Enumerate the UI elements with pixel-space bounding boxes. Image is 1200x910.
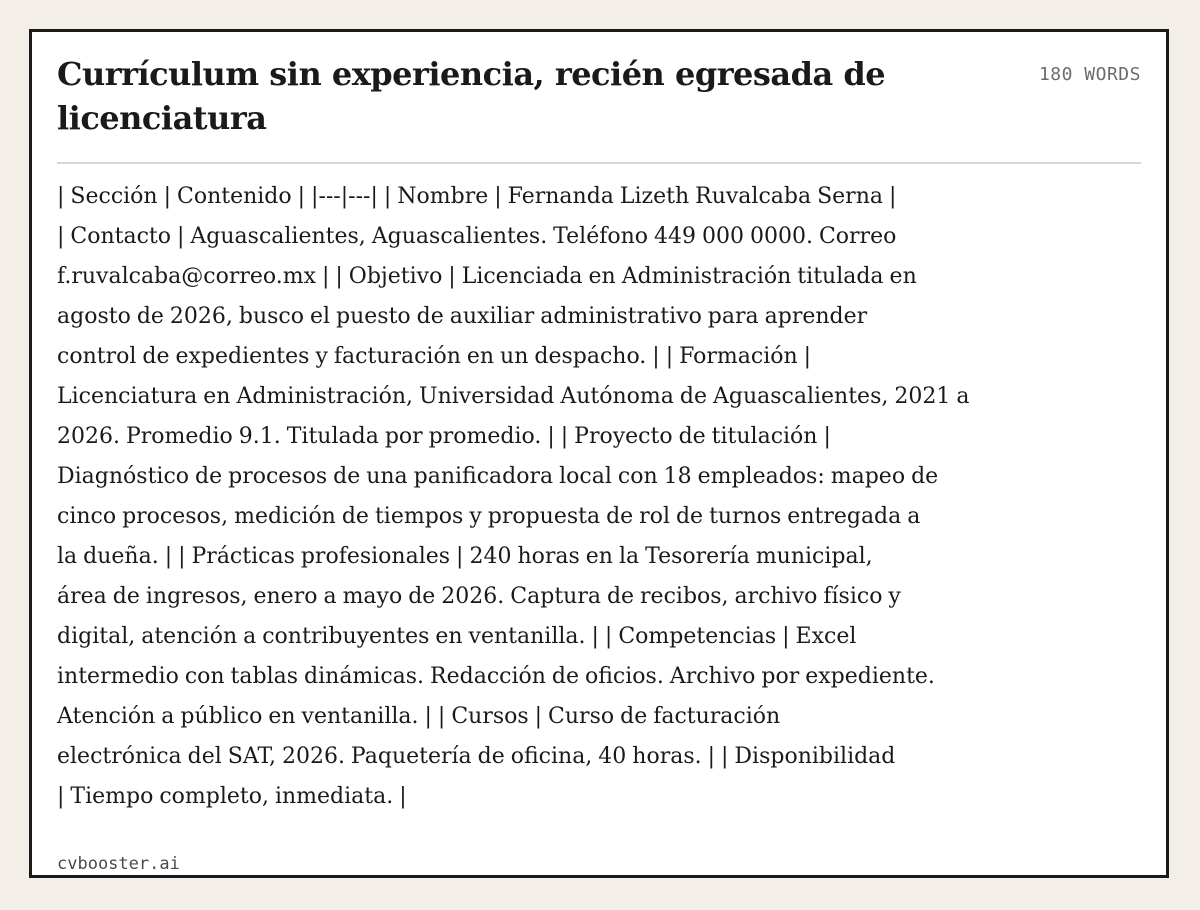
resume-body-text bbox=[57, 177, 1057, 817]
resume-text-line: f.ruvalcaba@correo.mx | | Objetivo | Licenciada en Administración titulada en bbox=[57, 264, 917, 289]
resume-text-line: | Sección | Contenido | |---|---| | Nombre | Fernanda Lizeth Ruvalcaba Serna | bbox=[57, 184, 897, 209]
resume-text-line: Atención a público en ventanilla. | | Cursos | Curso de facturación bbox=[57, 704, 781, 729]
resume-text-line: Diagnóstico de procesos de una panificadora local con 18 empleados: mapeo de bbox=[57, 464, 939, 489]
resume-text-line: área de ingresos, enero a mayo de 2026. Captura de recibos, archivo físico y bbox=[57, 584, 901, 609]
resume-text-line: 2026. Promedio 9.1. Titulada por promedio. | | Proyecto de titulación | bbox=[57, 424, 831, 449]
brand-footer: cvbooster.ai bbox=[57, 854, 180, 874]
resume-text-line: digital, atención a contribuyentes en ventanilla. | | Competencias | Excel bbox=[57, 624, 857, 649]
resume-text-line: | Tiempo completo, inmediata. | bbox=[57, 784, 407, 809]
resume-text-line: control de expedientes y facturación en un despacho. | | Formación | bbox=[57, 344, 812, 369]
page-title: Currículum sin experiencia, recién egresada de licenciatura bbox=[57, 55, 886, 137]
card-header bbox=[57, 52, 1141, 164]
resume-text-line: la dueña. | | Prácticas profesionales | 240 horas en la Tesorería municipal, bbox=[57, 544, 873, 569]
resume-card bbox=[29, 29, 1169, 878]
resume-text-line: intermedio con tablas dinámicas. Redacción de oficios. Archivo por expediente. bbox=[57, 664, 935, 689]
resume-text-line: electrónica del SAT, 2026. Paquetería de oficina, 40 horas. | | Disponibilidad bbox=[57, 744, 896, 769]
resume-text-line: cinco procesos, medición de tiempos y propuesta de rol de turnos entregada a bbox=[57, 504, 921, 529]
resume-text-line: agosto de 2026, busco el puesto de auxiliar administrativo para aprender bbox=[57, 304, 868, 329]
resume-text-line: Licenciatura en Administración, Universidad Autónoma de Aguascalientes, 2021 a bbox=[57, 384, 970, 409]
resume-text-line: | Contacto | Aguascalientes, Aguascalientes. Teléfono 449 000 0000. Correo bbox=[57, 224, 897, 249]
word-count-label: 180 WORDS bbox=[1038, 64, 1141, 85]
